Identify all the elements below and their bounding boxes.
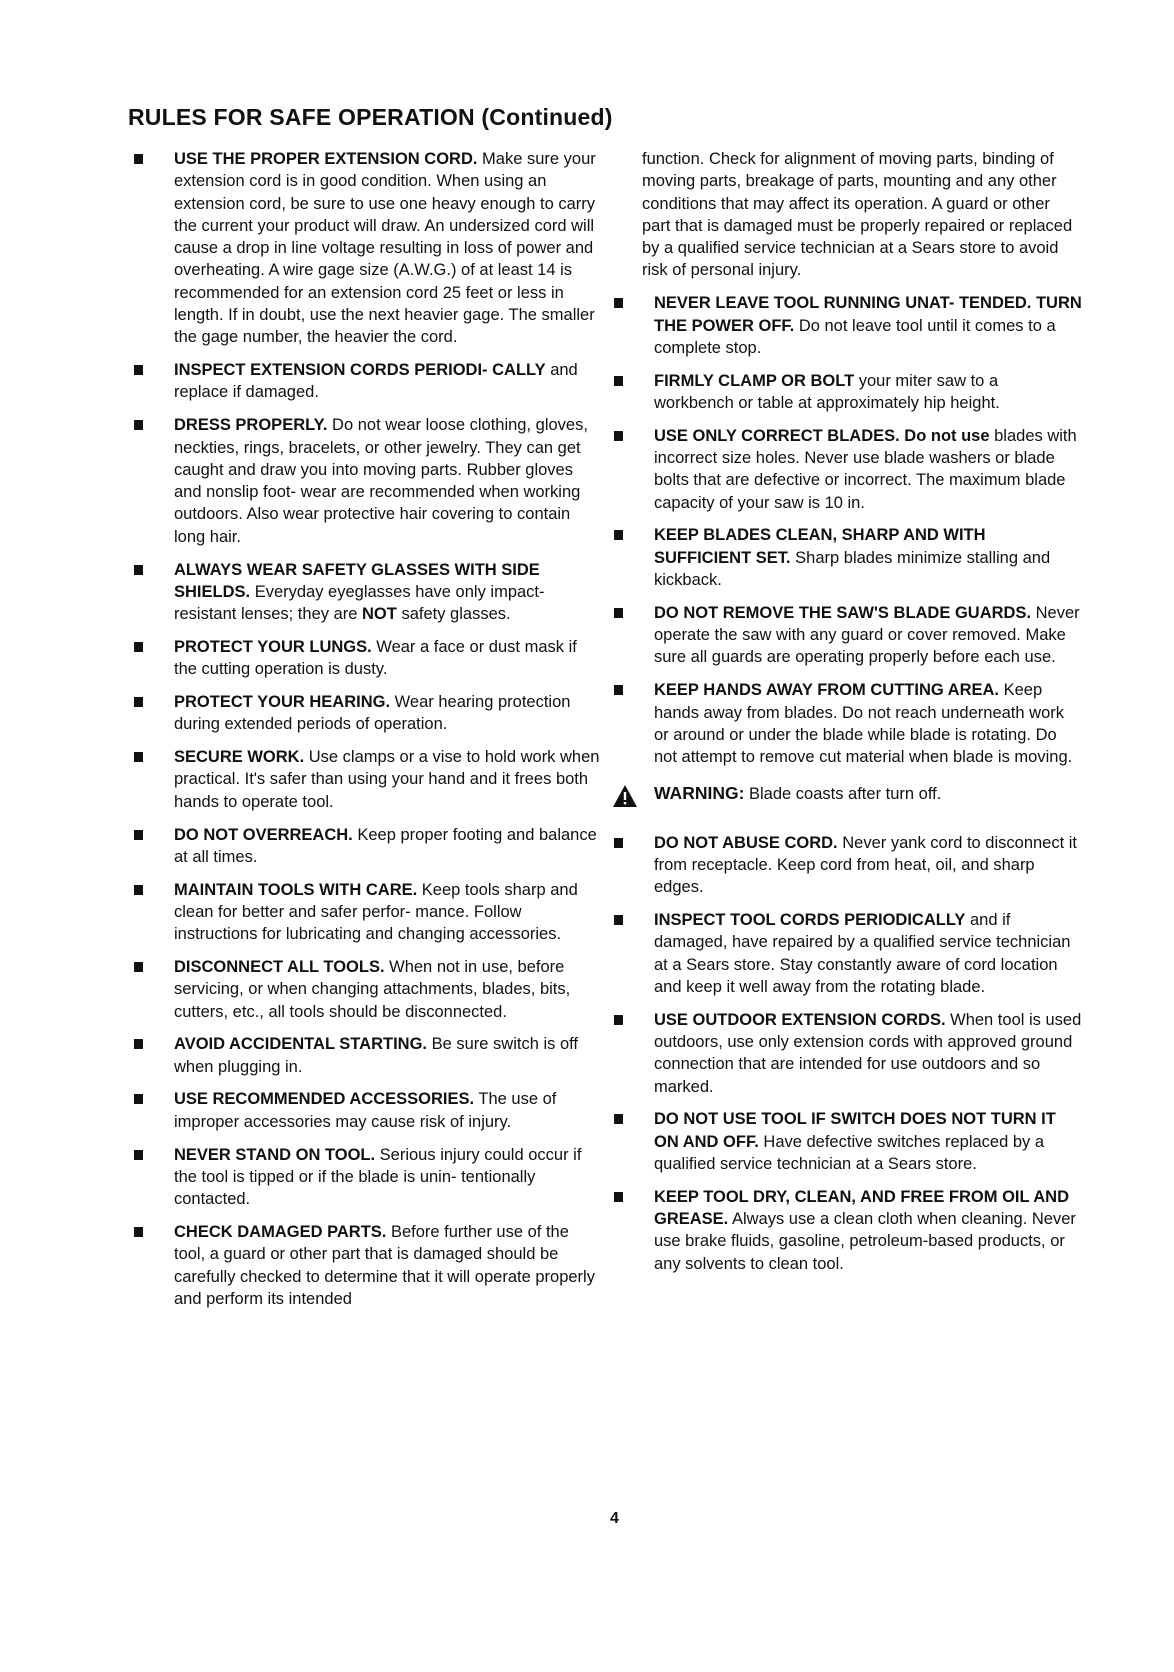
rule-item <box>612 1009 1082 1098</box>
rule-title: NEVER LEAVE TOOL RUNNING UNAT- TENDED. TURN THE POWER OFF. <box>654 294 1082 335</box>
bullet-icon <box>614 376 623 386</box>
rule-text: Wear hearing protection during extended periods of operation. <box>174 693 571 734</box>
page-title: RULES FOR SAFE OPERATION (Continued) <box>128 104 613 130</box>
rule-title: KEEP BLADES CLEAN, SHARP AND WITH SUFFICIENT SET. <box>654 526 986 567</box>
rule-text: Never operate the saw with any guard or cover removed. Make sure all guards are operating properly before each use. <box>654 603 1080 667</box>
rule-text: Wear a face or dust mask if the cutting operation is dusty. <box>174 637 577 679</box>
bullet-icon <box>614 915 623 925</box>
rule-text: and if damaged, have repaired by a qualified service technician at a Sears store. Stay constantly aware of cord location and keep it well away from the rotating blade. <box>654 911 1071 996</box>
rule-text: Be sure switch is off when plugging in. <box>174 1035 579 1076</box>
rule-continuation: function. Check for alignment of moving parts, binding of moving parts, breakage of parts, mounting and any other conditions that may affect its operation. A guard or other part that is damaged must be properly repaired or replaced by a qualified service technician at a Sears store to avoid risk of personal injury. <box>642 150 1073 280</box>
rule-text: Make sure your extension cord is in good condition. When using an extension cord, be sure to use one heavy enough to carry the current your product will draw. An undersized cord will cause a drop in line voltage resulting in loss of power and overheating. A wire gage size (A.W.G.) of at least 14 is recommended for an extension cord 25 feet or less in length. If in doubt, use the next heavier gage. The smaller the gage number, the heavier the cord. <box>174 150 596 347</box>
rule-item <box>612 832 1082 899</box>
rule-text-continued: safety glasses. <box>396 605 511 624</box>
rule-title: USE RECOMMENDED ACCESSORIES. <box>174 1090 475 1109</box>
rule-text: Always use a clean cloth when cleaning. Never use brake fluids, gasoline, petroleum-based products, or any solvents to clean tool. <box>654 1210 1076 1273</box>
rule-item <box>612 425 1082 514</box>
right-column <box>612 148 1082 1286</box>
rule-title: KEEP HANDS AWAY FROM CUTTING AREA. <box>654 681 1000 700</box>
bullet-icon <box>134 420 143 430</box>
rule-title: MAINTAIN TOOLS WITH CARE. <box>174 880 418 899</box>
rule-title: USE THE PROPER EXTENSION CORD. <box>174 150 478 168</box>
rule-title: USE ONLY CORRECT BLADES. Do not use <box>654 426 990 445</box>
bullet-icon <box>134 365 143 375</box>
rule-title: KEEP TOOL DRY, CLEAN, AND FREE FROM OIL AND GREASE. <box>654 1187 1069 1229</box>
bullet-icon <box>134 1094 143 1104</box>
bullet-icon <box>614 1114 623 1124</box>
rule-title: NEVER STAND ON TOOL. <box>174 1145 376 1164</box>
page-number: 4 <box>610 1510 619 1527</box>
rule-item <box>132 1033 602 1078</box>
bullet-icon <box>134 154 143 164</box>
rule-item <box>612 679 1082 768</box>
rule-item <box>132 1221 602 1310</box>
rule-text: Keep tools sharp and clean for better and safer perfor- mance. Follow instructions for lubricating and changing accessories. <box>174 880 578 944</box>
rule-title: INSPECT TOOL CORDS PERIODICALLY <box>654 911 966 930</box>
rule-item <box>612 909 1082 998</box>
rule-text: Everyday eyeglasses have only impact-resistant lenses; they are <box>174 582 545 624</box>
rule-item <box>132 1144 602 1211</box>
left-column <box>132 148 602 1321</box>
rule-text: Do not leave tool until it comes to a complete stop. <box>654 316 1056 357</box>
rule-text: The use of improper accessories may cause risk of injury. <box>174 1090 557 1131</box>
rule-text: Keep hands away from blades. Do not reach underneath work or around or under the blade while blade is rotating. Do not attempt to remove cut material when blade is moving. <box>654 681 1073 767</box>
warning-label: WARNING: <box>654 783 745 804</box>
rule-text: Have defective switches replaced by a qualified service technician at a Sears store. <box>654 1132 1045 1174</box>
rule-item <box>132 148 602 349</box>
bullet-icon <box>614 608 623 618</box>
rule-item <box>612 524 1082 591</box>
bullet-icon <box>134 962 143 972</box>
rule-text: Sharp blades minimize stalling and kickback. <box>654 548 1051 590</box>
bullet-icon <box>134 1227 143 1237</box>
rule-item <box>132 691 602 736</box>
bullet-icon <box>614 1015 623 1025</box>
bullet-icon <box>614 685 623 695</box>
warning-triangle-icon <box>612 784 638 808</box>
rule-text: Keep proper footing and balance at all times. <box>174 825 597 866</box>
rule-title: CHECK DAMAGED PARTS. <box>174 1222 387 1241</box>
rule-item <box>132 559 602 626</box>
rule-title: AVOID ACCIDENTAL STARTING. <box>174 1035 427 1054</box>
rule-title: INSPECT EXTENSION CORDS PERIODI- CALLY <box>174 361 546 380</box>
rule-item <box>612 1186 1082 1275</box>
rule-text: your miter saw to a workbench or table at approximately hip height. <box>654 371 1000 412</box>
bullet-icon <box>134 752 143 762</box>
rule-text: When not in use, before servicing, or when changing attachments, blades, bits, cutters, etc., all tools should be disconnected. <box>174 958 571 1021</box>
rule-text: Before further use of the tool, a guard or other part that is damaged should be carefully checked to determine that it will operate properly and perform its intended <box>174 1222 595 1308</box>
rule-title: PROTECT YOUR LUNGS. <box>174 637 372 656</box>
rule-item <box>612 1108 1082 1175</box>
rule-title: DRESS PROPERLY. <box>174 416 328 435</box>
rule-item <box>132 746 602 813</box>
bullet-icon <box>614 298 623 308</box>
rule-title: FIRMLY CLAMP OR BOLT <box>654 371 855 390</box>
bullet-icon <box>134 642 143 652</box>
rule-text: When tool is used outdoors, use only extension cords with approved ground connection that are intended for use outdoors and so marked. <box>654 1010 1082 1096</box>
bullet-icon <box>134 697 143 707</box>
warning-notice <box>612 782 1082 805</box>
rule-item <box>132 956 602 1023</box>
rule-title: ALWAYS WEAR SAFETY GLASSES WITH SIDE SHIELDS. <box>174 560 540 601</box>
rule-item <box>612 370 1082 415</box>
rule-title: SECURE WORK. <box>174 748 305 767</box>
rule-title: PROTECT YOUR HEARING. <box>174 693 391 712</box>
bullet-icon <box>614 1192 623 1202</box>
rule-title: DO NOT USE TOOL IF SWITCH DOES NOT TURN IT ON AND OFF. <box>654 1110 1056 1151</box>
rule-text: blades with incorrect size holes. Never use blade washers or blade bolts that are defective or incorrect. The maximum blade capacity of your saw is 10 in. <box>654 426 1077 512</box>
rule-item <box>132 879 602 946</box>
rule-item <box>132 1088 602 1133</box>
bullet-icon <box>134 830 143 840</box>
bullet-icon <box>134 1039 143 1049</box>
rule-emphasis: NOT <box>362 605 397 624</box>
rule-title: DO NOT OVERREACH. <box>174 825 353 844</box>
rule-title: USE OUTDOOR EXTENSION CORDS. <box>654 1010 946 1029</box>
bullet-icon <box>614 838 623 848</box>
bullet-icon <box>614 530 623 540</box>
rule-title: DO NOT ABUSE CORD. <box>654 833 838 852</box>
rule-text: Use clamps or a vise to hold work when practical. It's safer than using your hand and it frees both hands to operate tool. <box>174 748 600 811</box>
rule-item <box>612 602 1082 669</box>
bullet-icon <box>134 885 143 895</box>
rule-text: Never yank cord to disconnect it from receptacle. Keep cord from heat, oil, and sharp edges. <box>654 833 1078 897</box>
bullet-icon <box>614 431 623 441</box>
rule-text: Serious injury could occur if the tool is tipped or if the blade is unin- tentionally contacted. <box>174 1145 582 1209</box>
rule-text: and replace if damaged. <box>174 361 578 402</box>
rule-title: DO NOT REMOVE THE SAW'S BLADE GUARDS. <box>654 603 1032 622</box>
bullet-icon <box>134 1150 143 1160</box>
rule-item <box>612 292 1082 359</box>
rule-text: Do not wear loose clothing, gloves, neckties, rings, bracelets, or other jewelry. They can get caught and draw you into moving parts. Rubber gloves and nonslip foot- wear are recommended when working outdoors. Also wear protective hair covering to contain long hair. <box>174 416 588 546</box>
bullet-icon <box>134 565 143 575</box>
warning-text: Blade coasts after turn off. <box>744 785 942 804</box>
rule-item <box>132 359 602 404</box>
rule-item <box>132 824 602 869</box>
rule-title: DISCONNECT ALL TOOLS. <box>174 958 385 976</box>
rule-item <box>132 414 602 548</box>
rule-item <box>132 636 602 681</box>
